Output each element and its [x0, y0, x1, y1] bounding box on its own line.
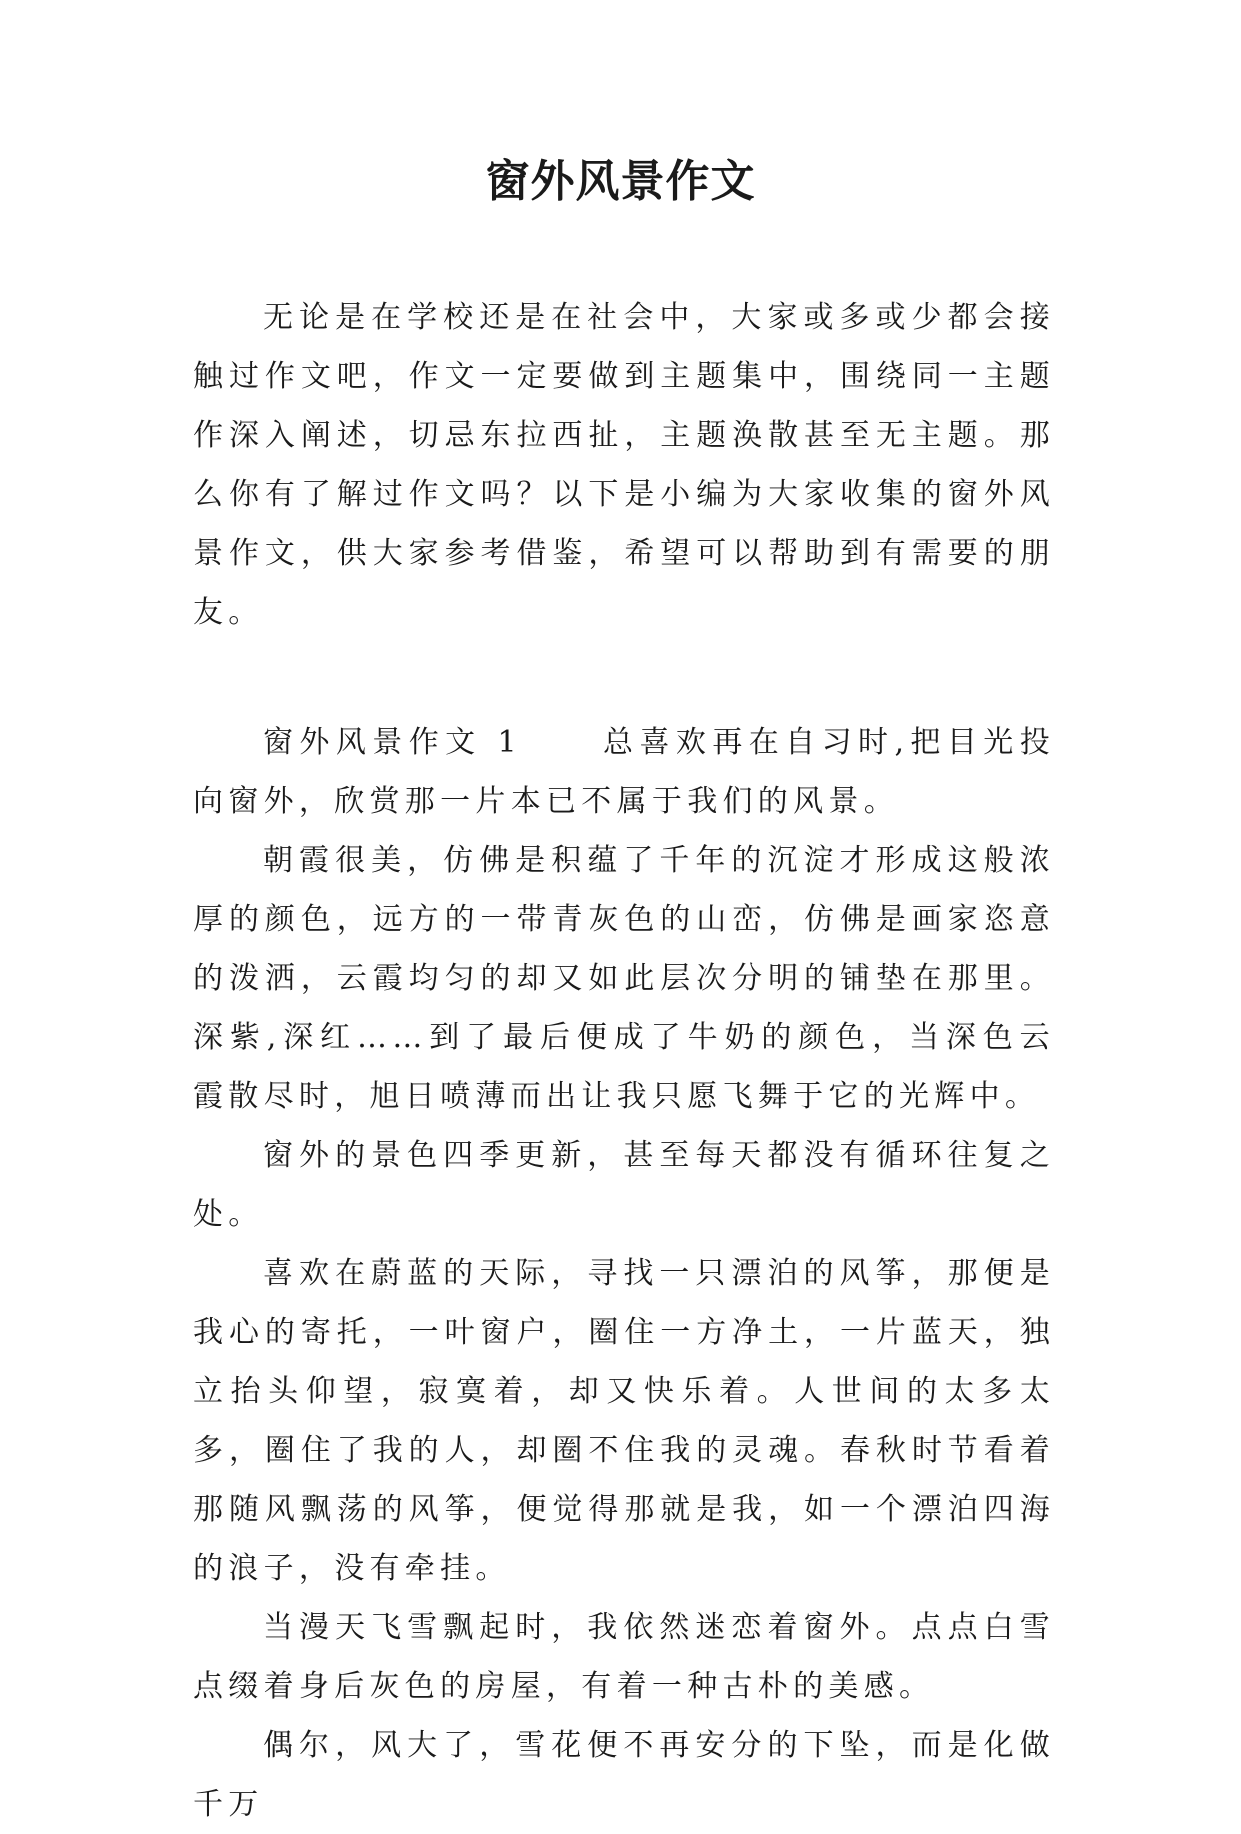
paragraph-2: 窗外的景色四季更新，甚至每天都没有循环往复之处。: [193, 1138, 1055, 1232]
section-heading: 窗外风景作文 1: [263, 725, 522, 760]
document-body: [193, 288, 1055, 1834]
paragraph-3: 喜欢在蔚蓝的天际，寻找一只漂泊的风筝，那便是我心的寄托，一叶窗户，圈住一方净土，一片蓝天，独立抬头仰望，寂寞着，却又快乐着。人世间的太多太多，圈住了我的人，却圈不住我的灵魂。春秋时节看着那随风飘荡的风筝，便觉得那就是我，如一个漂泊四海的浪子，没有牵挂。: [193, 1256, 1055, 1586]
paragraph-1: 朝霞很美，仿佛是积蕴了千年的沉淀才形成这般浓厚的颜色，远方的一带青灰色的山峦，仿佛是画家恣意的泼洒，云霞均匀的却又如此层次分明的铺垫在那里。深紫,深红……到了最后便成了牛奶的颜色，当深色云霞散尽时，旭日喷薄而出让我只愿飞舞于它的光辉中。: [193, 843, 1055, 1114]
section-first-paragraph: [193, 713, 1055, 831]
paragraph-5: 偶尔，风大了，雪花便不再安分的下坠，而是化做千万: [193, 1728, 1055, 1822]
document-title: 窗外风景作文: [485, 156, 756, 207]
intro-paragraph: 无论是在学校还是在社会中，大家或多或少都会接触过作文吧，作文一定要做到主题集中，围绕同一主题作深入阐述，切忌东拉西扯，主题涣散甚至无主题。那么你有了解过作文吗？以下是小编为大家收集的窗外风景作文，供大家参考借鉴，希望可以帮助到有需要的朋友。: [193, 300, 1055, 630]
paragraph-4: 当漫天飞雪飘起时，我依然迷恋着窗外。点点白雪点缀着身后灰色的房屋，有着一种古朴的美感。: [193, 1610, 1055, 1704]
section-first-text: 总喜欢再在自习时,把目光投向窗外，欣赏那一片本已不属于我们的风景。: [193, 725, 1056, 819]
